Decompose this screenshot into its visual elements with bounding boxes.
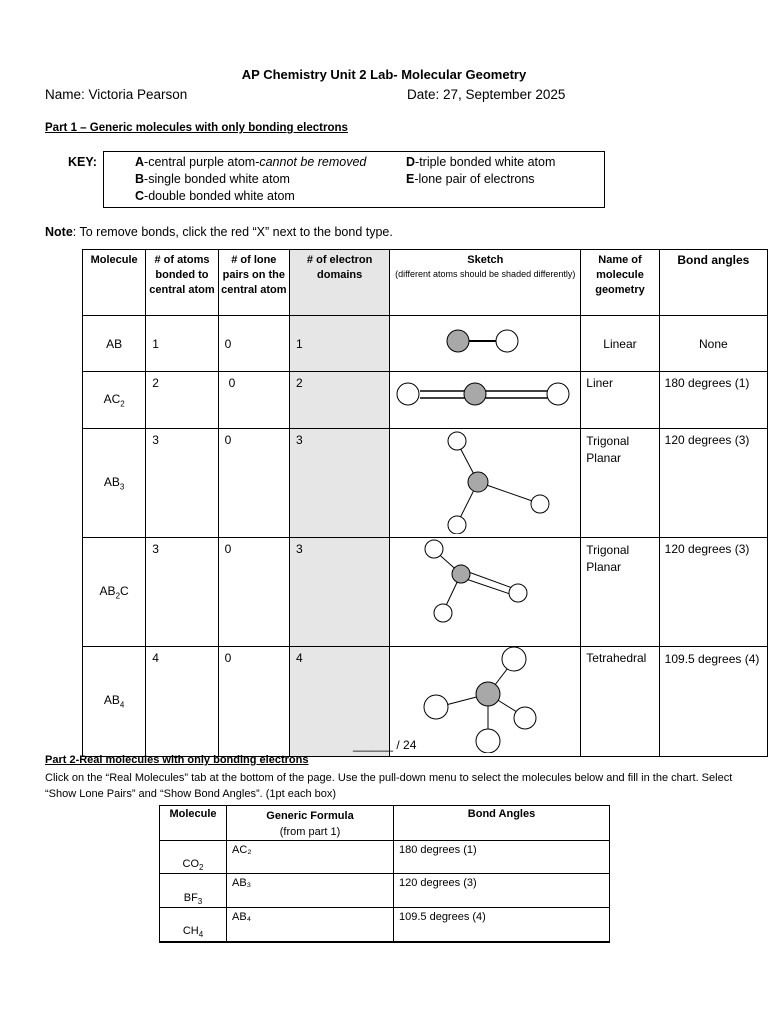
key-item-c: C-double bonded white atom [135, 189, 295, 203]
part1-table [82, 249, 768, 757]
table-row [83, 316, 768, 372]
table-row [160, 841, 610, 874]
sketch-cell [390, 538, 581, 647]
bond-angle-cell[interactable]: 109.5 degrees (4) [659, 647, 767, 757]
col-sketch: Sketch (different atoms should be shaded differently) [390, 250, 581, 316]
lone-pairs-cell[interactable]: 0 [218, 647, 289, 757]
col-lone-pairs: # of lone pairs on the central atom [218, 250, 289, 316]
part1-score: ______ / 24 [353, 738, 417, 752]
geometry-cell[interactable]: Linear [581, 316, 659, 372]
sketch-cell [390, 372, 581, 429]
part1-header-row [83, 250, 768, 316]
formula-cell[interactable]: AB₃ [227, 874, 394, 908]
atoms-cell[interactable]: 1 [146, 316, 218, 372]
key-box [103, 151, 605, 208]
bond-angle-cell[interactable]: 120 degrees (3) [394, 874, 610, 908]
sketch-cell [390, 316, 581, 372]
geometry-cell[interactable]: Tetrahedral [581, 647, 659, 757]
table-row [160, 874, 610, 908]
sketch-linear-ab [390, 316, 580, 368]
sketch-cell [390, 647, 581, 757]
key-item-b: B-single bonded white atom [135, 172, 290, 186]
molecule-cell: $AC_2$ [83, 372, 146, 429]
bond-angle-cell[interactable]: 120 degrees (3) [659, 429, 767, 538]
part2-instructions: Click on the “Real Molecules” tab at the bottom of the page. Use the pull-down menu to select the molecules below and fill in the chart. Select “Show Lone Pairs” and “Show Bond Angles”. (1pt each box) [45, 772, 733, 800]
col-molecule: Molecule [160, 806, 227, 841]
geometry-cell[interactable]: Liner [581, 372, 659, 429]
page-title: AP Chemistry Unit 2 Lab- Molecular Geometry [241, 67, 527, 82]
student-name: Name: Victoria Pearson [45, 87, 188, 102]
bond-angle-cell[interactable]: 109.5 degrees (4) [394, 908, 610, 942]
col-domains: # of electron domains [289, 250, 389, 316]
molecule-cell: AB [83, 316, 146, 372]
part1-heading: Part 1 – Generic molecules with only bonding electrons [45, 122, 348, 134]
molecule-cell: $BF_3$ [160, 874, 227, 908]
molecule-cell: $AB_3$ [83, 429, 146, 538]
key-item-a: A-central purple atom-cannot be removed [135, 155, 367, 169]
key-label: KEY: [68, 155, 97, 169]
molecule-cell: $CO_2$ [160, 841, 227, 874]
col-geometry: Name of molecule geometry [581, 250, 659, 316]
lone-pairs-cell[interactable]: 0 [218, 538, 289, 647]
key-item-d: D-triple bonded white atom [406, 155, 556, 169]
bond-angle-cell[interactable]: 180 degrees (1) [394, 841, 610, 874]
col-generic-formula: Generic Formula (from part 1) [227, 806, 394, 841]
key-item-e: E-lone pair of electrons [406, 172, 535, 186]
molecule-cell: $AB_4$ [83, 647, 146, 757]
table-row [83, 647, 768, 757]
domains-cell[interactable]: 1 [289, 316, 389, 372]
formula-cell[interactable]: AC₂ [227, 841, 394, 874]
lone-pairs-cell[interactable]: 0 [218, 429, 289, 538]
atoms-cell[interactable]: 2 [146, 372, 218, 429]
table-row [83, 372, 768, 429]
molecule-cell: $CH_4$ [160, 908, 227, 942]
lone-pairs-cell[interactable]: 0 [218, 372, 289, 429]
table-row [83, 429, 768, 538]
note: Note: To remove bonds, click the red “X” next to the bond type. [45, 225, 393, 239]
bond-angle-cell[interactable]: 120 degrees (3) [659, 538, 767, 647]
table-row [83, 538, 768, 647]
sketch-trigonal-planar-ab2c [390, 538, 580, 643]
sketch-cell [390, 429, 581, 538]
domains-cell[interactable]: 3 [289, 429, 389, 538]
molecule-cell: $AB_2C$ [83, 538, 146, 647]
geometry-cell[interactable]: Trigonal Planar [581, 429, 659, 538]
atoms-cell[interactable]: 3 [146, 538, 218, 647]
sketch-linear-ac2 [390, 372, 580, 425]
domains-cell[interactable]: 2 [289, 372, 389, 429]
geometry-cell[interactable]: Trigonal Planar [581, 538, 659, 647]
col-atoms: # of atoms bonded to central atom [146, 250, 218, 316]
col-molecule: Molecule [83, 250, 146, 316]
part2-table [159, 805, 610, 943]
col-bond-angles: Bond angles [659, 250, 767, 316]
bond-angle-cell[interactable]: None [659, 316, 767, 372]
domains-cell[interactable]: 3 [289, 538, 389, 647]
atoms-cell[interactable]: 4 [146, 647, 218, 757]
formula-cell[interactable]: AB₄ [227, 908, 394, 942]
sketch-tetrahedral-ab4 [390, 647, 580, 753]
part2-header-row [160, 806, 610, 841]
atoms-cell[interactable]: 3 [146, 429, 218, 538]
domains-cell[interactable]: 4 [289, 647, 389, 757]
table-row [160, 908, 610, 942]
lone-pairs-cell[interactable]: 0 [218, 316, 289, 372]
col-bond-angles: Bond Angles [394, 806, 610, 841]
bond-angle-cell[interactable]: 180 degrees (1) [659, 372, 767, 429]
part2-heading: Part 2-Real molecules with only bonding electrons [45, 754, 309, 766]
lab-date: Date: 27, September 2025 [407, 87, 566, 102]
sketch-trigonal-planar-ab3 [390, 429, 580, 534]
